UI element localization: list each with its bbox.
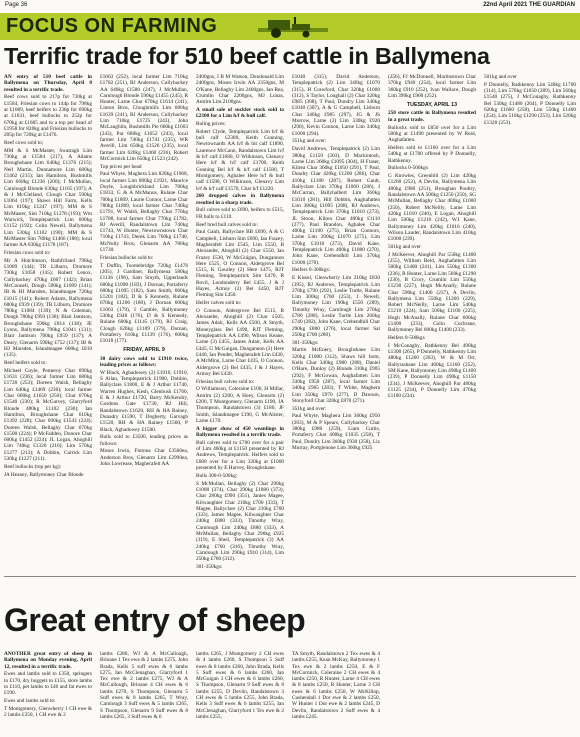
- article1-column-1: [4, 74, 92, 572]
- paragraph: Friesian bullocks sold to:: [100, 254, 154, 261]
- paragraph: Paul Whyte, Maghera Lim 360kg £950 (263), M & P Spears, Cullybackey Char 380kg £980 (259), Liam Curtis, Portaferry Char 400kg £1035 (258), T Paul, Dundry Lim 360kg £930 (258), Liz Murray, Portglenone Lim 360kg £925: [292, 413, 380, 451]
- article1-column-4: [292, 74, 380, 572]
- paragraph: MM & S McMaster, Swatragh Lim 730kg at £1584 (217), A Adams Broughshane Lim 640kg £1376 (215); Neil Martin, Dunnamore Lim 680kg £1462 (215); Ian Hamilton, Bushmills Lim 660kg £1236 (200); I McMullan, Carnlough Blonde 630kg £1165 (197); A & J McClelland, Clough Char 590kg £1064 (197); Shaws Hill Farm, Kells Lim 610kg £1247 (197); MM & S McMaster, Sim 710kg £1278 (193); Wm Warwick, Templepatrick Lim 600kg £1152 (192); Colin Newell, Ballymena Lim 530kg £1102 (190); MM & S McMaster Sim 780kg £1466 (188); local farmer AA 630kg £1178 (187).: [4, 147, 92, 249]
- paragraph: (256), FJ McDonnell, Martinstown Char 370kg £940 (254), local farmer Lim 360kg £910 (252), Ivan Wallace, Dough Lim 390kg £960 (252).: [388, 74, 476, 99]
- paragraph: Michael Coyle, Pomeroy Char 690kg £1631 (236); local farmer Lim 680kg £1720 (253); Doreen Walsh, Bellaghy Lim 640kg £1469 (230); local farmer Char 660kg £1650 (250); Char 670kg £1540 (230); R McGarvey, Glarryford Blonde 480kg £1102 (230); Ian Hamilton, Broughshane Char 610kg £1392 (228); Char 690kg £1543 (224); Doreen Walsh, Bellaghy Char 670kg £1500 (224); P McFadden, Donore Char 600kg £1452 (224); JL Logan, Ahoghill Lim 740kg £1320 (216); Lim 570kg £1277 (213); A Dobbin, Carrick Lim 530kg £1227 (211).: [4, 367, 92, 463]
- article2-headline: Great entry of sheep: [4, 602, 306, 638]
- article2-column-1: [4, 651, 92, 735]
- paragraph: 501kg and over: [484, 74, 517, 80]
- paragraph: Bull calves sold to £690, heifers to £515, FR bulls to £110.: [196, 207, 284, 220]
- paragraph: Beef cows sold to;: [4, 139, 44, 146]
- article1-headline: Terrific trade for 510 beef cattle in Ballymena: [4, 43, 490, 69]
- paragraph: 301-350kgs:: [196, 563, 223, 570]
- paragraph: S McMullan, Bellaghy (2) Char 290kg £1080 (374), Char 290kg £1080 (373), Char 280kg £990 (351), James Magee, Kilwaughter Char 210kg £700 (333), T Magee, Ballyclare (2) Char 210kg £700 (333), James Magee, Kilwaughter Char 240kg £800 (333), Timothy Wray, Carnlough Lim 240kg £880 (333), A McMullan, Bellaghy Char 290kg £925 (319), E Sheil, Templepatrick (3) AA 240kg £760 (316), Timothy Wray, Carnlough Lim 290kg £910 (314), Lim 250kg £780 (312).: [196, 480, 284, 563]
- paragraph: 250 store cattle in Ballymena resulted in a great trade.: [388, 110, 476, 123]
- article1-column-6: [484, 74, 576, 572]
- paragraph: £1040 (315), David Anderson, Templepatrick (2) Lim 340kg £1070 (315), H Crawford, Char 320kg £1000 (312), S Taylor, Loughall (2) Char 320kg £985 (308), T Paul, Dundry Lim 340kg £1040 (307), A & G Campbell, Lisburn Char 340kg £985 (297), JG & JS Morrow, Larne (2) Lim 330kg £920 (290), Kevin Connon, Larne Lim 340kg £1000 (294).: [292, 74, 380, 137]
- paragraph: Beef bred bull calves sold to:: [196, 221, 258, 228]
- article1-column-5: [388, 74, 476, 572]
- paragraph: Friesian bull calves sold to:: [196, 378, 255, 385]
- article1-column-2: [100, 74, 188, 572]
- paragraph: Top prices per head: [100, 163, 142, 170]
- paragraph: O Williamson, Coleraine £100, H Millar, Antrim (2) £200, A Hoey, Glenarm (2) £200, T Montgomery, Glenarm £190, JA Thompson, Randalstown (3) £180, JF Smith, Islandmagee £190, G McAlister, Larne £170.: [196, 386, 284, 424]
- paragraph: 501kg and over: [388, 243, 421, 250]
- article2-column-4: [292, 651, 380, 735]
- paragraph: Ewes and lambs sold to £350, springers to £170, dry hoggets to £155, store lambs to £110, pet lambs to £46 and fat ewes to £190.: [4, 671, 92, 697]
- subhead: FRIDAY, APRIL 9: [123, 347, 165, 354]
- paragraph: 351kg and over:: [292, 405, 327, 412]
- paragraph: Heifers sold to £1160 over for a Lim 540kg at £1700 offered by P Donnelly, Rathkenny.: [388, 144, 476, 164]
- paragraph: 2400gns, J B M Watson, Dundonald Lim 2400gns, Moses Irwin AA 2350gns, M O'Kane, Bellaghy Lim 2400gns, Ian Rea, Crumlin Char 2200gns, MJ Lunas, Antrim Lim 2100gns.: [196, 74, 284, 106]
- paragraph: Martin McEnery, Broughshane Lim 320kg £1000 (312), Shaws hill farm, Kells Char 340kg £980 (288), Daniel O'Hare, Dunloy (2) Blonde 310kg £905 (292), F McGowan, Aughafatten Lim 330kg £950 (287), local farmer Lim 340kg £905 (283), T White, Maghera Lim 350kg £970 (277), D Dawson, Stonyford Char 320kg £870 (271).: [292, 347, 380, 404]
- paragraph: TA Smyth, Randalstown 2 Tex ewes & 4 lambs £255, Kean McKay, Ballymoney 1 Tex ewe & 2 lambs £250, E & F McCormick, Coleraine 2 CH ewes & 4 lambs £250, R Hunter, Larne 4 CH ewes & 8 lambs £250, R Hunter, Larne 3 CH ewes & 6 lambs £250, W McKillop, Cushendall 1 Dor ewe & 2 lambs £250, W Hunter 1 Dor ewe & 2 lambs £245, D Devlin, Randalstown 2 Suff ewes & 4 lambs £245.: [292, 651, 380, 720]
- paragraph: ANOTHER great entry of sheep in Ballymena on Monday evening, April 12, resulted in a terrific trade.: [4, 651, 92, 670]
- issue-date: 22nd April 2021 THE GUARDIAN: [483, 2, 575, 8]
- paragraph: 260 dropped calves in Ballymena resulted in a sharp trade.: [196, 193, 284, 206]
- paragraph: Bull calves sold to £700 over for a pair of Lim 460kg at £1150 presented by RJ Andrews, Templepatrick. Heifers sold to £680 over for a Lim 320kg at £1000 presented by E Harvey, Broughshane.: [196, 439, 284, 472]
- paragraph: AN entry of 510 beef cattle in Ballymena on Thursday, April 8 resulted in a terrific trade.: [4, 74, 92, 93]
- paragraph: Moses Irwin, Fintona Char £3500ea, Anderson Bros, Glenarm Lim £2990ea, John Lowrease, Magherafelt AA: [100, 448, 188, 468]
- paragraph: 301-350kgs:: [292, 339, 319, 346]
- article2-body: [4, 651, 576, 735]
- section-title: FOCUS ON FARMING: [6, 15, 218, 37]
- paragraph: Mr A Hutchinson, Rathfriland 798kg £1089 (144); TR Lilburn, Dromore 730kg £1058 (145); Robert Lenox, Cullybackey 470kg £667 (142); Brian McConnell, Dough 590kg £1099 (141); IB & HJ Marsden, Islandmagee 720kg £1015 (141); Robert Adams, Ballymena 600kg £939 (139); TR Lilburn, Dromore 780kg £1084 (139); N & Coleman, Dough 780kg £993 (138); Blair Jamison, Broughshane 590kg £814 (138); JE Lyons, Ballymena 790kg £1041 (131); Blair Jamison 700kg £959 (137); A Deary, Glenarm 590kg £752 (137); IB & HJ Marsden, Islandmagee 600kg £810 (135).: [4, 257, 92, 359]
- paragraph: lambs £280, WJ & A McCullough, Brloane 1 Tex ewe & 2 lambs £275, John Brada, Kells 5 suff ewes & 6 lambs £275, Ian McClenaghan, Glarryford 1 Tex ewe & 2 lambs £275, WJ & A McCullough, Brloane 4 CH ewes & 6 lambs £270, S Thompson, Glenarm 5 Suff ewes & 8 lambs £265, T Wray, Carnlough 3 Suff ewes & 5 lambs £265, S Thompson, Glenarm 9 Suff ewes & 8 lambs £265, 3 Suff ewes & 6: [100, 651, 188, 720]
- paragraph: Heifers 0-300kgs:: [292, 267, 331, 274]
- paragraph: Bulls 300-0-500kg:: [196, 472, 238, 479]
- section-banner: [0, 13, 580, 40]
- paragraph: Bulls sold to £3500, leading prices as follows:: [100, 434, 188, 447]
- paragraph: G Knowles, Greenhill (2) Lim 420kg £1260 (252), A Devlin, Ballymena Lim 400kg £980 (251), Broughan Poultry, Randalstown AA 500kg £1250 (250), SG McMullan, Bellaghy Char 400kg £1000 (250), Robert McNeilly, Larne Lim 420kg £1010 (240), E Logan, Ahoghill Lim 500kg £1210 (242), W.I Kane, Ballymoney Lim 420kg £1010 (240), Wilson Lauder, Randalstown Lim 410kg £1000 (239).: [388, 173, 476, 243]
- divider: [4, 576, 576, 577]
- paragraph: Ewes and lambs sold to:: [4, 698, 56, 705]
- paragraph: 351kg and over:: [292, 138, 327, 145]
- paragraph: Paul Gault, Ballyclare BB £690, A & G Campbell, Lisburn Sim £690, Ian Frazey, Magherafelt Lim £545, Lim £550, B Alexander, Ahoghill (2) Char £550, Ian Frazey £530, W McGuigan, Dungannon Here £525, O Connon, Aldergrove Bel £515, K Gourley (2) Here £475, RJT Fleming, Templepatrick Sim £470, R Bovil, Londonderry Bel £455, J & J Hayes, Armoy (2) Bel £450, RJT Fleming Sim £450.: [196, 229, 284, 299]
- paragraph: I McConaghy, Rathkenny Bel 490kg £1300 (265), P Donnelly, Rathkenny Lim 480kg £1260 (263), W & M Orr, Ballyrashane Lim 460kg £1160 (252), SM Kane, Ballymoney Lim 490kg £1400 (239), P Donnelly Lim 490kg £1150 (234), J McKeever, Ahoghill Par 480kg £1125 (234), P Donnelly Lim 470kg £1100 (234).: [388, 342, 476, 400]
- paragraph: O Connon, Aldergrove Bel £515, R Alexander, Ahoghill (2) Char £505, James Adair, Kells AA £500, A Smyth, Moneyglass Bel £490, RJT Fleming, Templepatrick AA £490, Wilson Keane, Larne (3) £455, James Adair, Kells AA £445, G McGuigan, Dungannon (2) Here £440, Ian Pender, Magherafelt Lim £430, A McMinn, Larne Char £435, O Connon, Aldergrove (2) Bel £435, J & J Hayes, Armoy Bel £430.: [196, 307, 284, 377]
- paragraph: J McKeever, Ahoghill Par 550kg £1400 (255), William Reid, Aughafatten Lim 500kg £1400 (241), Lim 550kg £1300 (236), R Hunter, Larne Lim 560kg £1290 (230), B Crory, Crumlin Lim 550kg £1230 (227), Hugh McAnally, Rulane Char 590kg £1400 (237), A Devlin, Ballymena Lim 550kg £1260 (229), Robert McNeilly, Larne Lim 540kg £1210 (224), Sam 500kg £1100 (225), Hugh McAnally, Rulane Char 600kg £1400 (233), Colin Cochrane, Ballymoney Bel 600kg £1400 (233).: [388, 251, 476, 334]
- paragraph: Beef heifers sold to:: [4, 360, 47, 367]
- paragraph: Heifer calves sold to:: [196, 300, 242, 307]
- subhead: TUESDAY, APRIL 13: [406, 102, 458, 109]
- paragraph: T Montgomery, Glenwherry 1 CH ewe & 2 lambs £350, 1 CH ewe & 2: [4, 705, 92, 719]
- article1-column-3: [196, 74, 284, 572]
- paragraph: Ruling prices:: [196, 121, 226, 128]
- paragraph: lambs £265, J Montgomery 2 CH ewes & 4 lambs £260, S Thompson 5 Suff ewes & 8 lambs £260, John Brada, Kells 5 Suff ewes & 6 lambs £260, Ian McGuigan 3 CH ewes & 6 lambs £260, S Thompson, Glenarm 9 Suff ewes & 8 lambs £255, D Devlin, Randalstown 3 CH ewes & 5 lambs £255, John Brada, Kells 3 Suff ewes & 6 lambs £255, Ian McClenaghan, Glarryford 1 Tex ewe & 2 lambs £255,: [196, 651, 284, 720]
- paragraph: £1663 (252), local farmer Lim 710kg £1782 (251), RJ Anderson, Cullybackey AA 640kg £1580 (247), J McMullan, Carnlough Blonde 590kg £1455 (245), R Hunter, Larne Char 670kg £1614 (241), Linton Bros, Cloughmills Lim 680kg £1639 (241), RJ Anderson, Cullybackey Lim 710kg £1725 (243), John McLaughlin, Bushmills Pie 660kg £1603 (243), Par 680kg £1652 (243), local farmer Lim 740kg £1741 (235), WR Averill, Lim 650kg £1526 (235), local farmer Lim 620kg £1460 (236), Robert McCormick Lim 650kg £1523 (242).: [100, 74, 188, 162]
- paragraph: David Andrews, Templepatrick (2) Lim 380kg £1150 (303), D Mackintosh, Larne Lim 360kg £1095 (304), H Fraser, Kilrea Char 360kg £1050 (291), T Paul, Dundry Char 420kg £1200 (286), Char 410kg £1180 (287), Robert Gault, Ballyclare Lim 370kg £1060 (286), J McCurran, Ballyhalbert Lim 360kg £1010 (281), Hill Dobbin, Aughafatten Lim 380kg £1095 (288), RJ Andrews, Templepatrick Lim 370kg £1010 (273), JL Stoon, Kilrea Char 400kg £1110 (277), Paul Brandon, Aghalee Char 400kg £1100 (275), Brian Connors, Larne Lim 390kg £1070 (275), Lim 370kg £1010 (273), David Kane, Templepatrick Lim 400kg £1080 (270), John Kane, Crebendhill Lim 370kg £1000 (270).: [292, 146, 380, 266]
- article1-body: [4, 74, 576, 574]
- page-header: [0, 2, 580, 11]
- paragraph: Heifers 0-500kgs: [388, 335, 425, 342]
- tractor-icon: [228, 14, 348, 39]
- paragraph: Beef bullocks (top per kg):: [4, 463, 62, 470]
- paragraph: Bullocks sold to £850 over for a Lim 500kg at £1490 presented by W Reid, Aughafatten.: [388, 124, 476, 144]
- paragraph: Robert Clyde, Templepatrick Lim h/f & bull calf £2300, Keith Gunning, Newtownards AA h/f & hit calf £1890, Laurence McCann, Randalstown Lim h/f & h/f calf £1680, O Wilkinson, Glenavy Here h/f & h/f calf £1700, Keith Gunning Bel h/f & h/f calf £1580, T Montgomery, Aghalee Here h/f & bull calf £1590, O Wilkinson, Glenavy Lim h/f & h/f calf £1570, Char h/f £1220.: [196, 128, 284, 192]
- article2-column-3: [196, 651, 284, 735]
- paragraph: Bullocks 0-500kgs: [388, 165, 428, 172]
- article2-column-2: [100, 651, 188, 735]
- paragraph: A bigger show of 450 weanlings in Ballymena resulted in a terrific trade.: [196, 425, 284, 439]
- paragraph: 30 dairy cows sold to £1910 twice, leading prices as follows:: [100, 355, 188, 369]
- paragraph: Paul Whyte, Maghera Lim 820kg £1968, local farmer Lim 800kg £1921, Maurice Doyle, Loughbrickland Lim 780kg £1833, G & A McManus, Rulane Char 700kg £1809, Laurie Connor, Larne Char 780kg £1809, local farmer Char 740kg £1791, W Walsh, Bellaghy Char 770kg £1788, local farmer Char 770kg £1782, RJ Averill, Randalstown Lim 740kg £1743, W Hunter, Newtownstown Char 710kg £1743, Derek Lim 760kg £1740, McNulty Bros, Glenarm AA 780kg £1730.: [100, 171, 188, 254]
- paragraph: T Duffin, Toomebridge 720kg £1476 (205), J Gardiner, Ballymena 580kg £1136 (196), Sam Smyth, Upperlands 600kg £1098 (183), J Dornan, Portaferry 600kg £1095 (182), Sam Smith, 660kg £1201 (182), D & S Kennedy, Rulane 670kg £1206 (180), J Dornan 600kg £1063 (179), I Gamble, Ballymoney 530kg £948 (176), D & S Kennedy, Rulane 600kg £1145 (179), RJ Craig, Clough 620kg £1109 (179), Dornan, Portaferry 610kg £1139 (176), 600kg £1018 (177).: [100, 262, 188, 345]
- paragraph: W Black, Aghadowey (2) £1910, £1910, S Allan, Templepatrick £1900, Dobbin, Ballyclare £1800, E & J Arthur £1740, Warren Hughes, Kesh, Glenbush £1760, E & J Arthur £1720, Barry McKendry, Gordons Gate £1730, RJ Hill, Randalstown £1620, RH & HA Rainey, Dunadry £1590, T Dogherty, Garvagh £1520, RH & HA Rainey £1560, P Black, Aghadowey £1500.: [100, 369, 188, 433]
- page-number: Page 36: [5, 2, 28, 8]
- paragraph: JA Heaney, Ballymoney Char Blonde: [4, 471, 84, 478]
- paragraph: Beef cows sold to 217p for 730kg at £1584, Friesian cows to 144p for 798kg at £1089, beef heifers to 236p for 690kg at £1631, beef bullocks to 252p for 670kg at £1685 and to a top per head of £1958 for 820kg and Friesian bullocks to 205p for 720kg at £1476.: [4, 94, 92, 139]
- paragraph: A small sale of suckler stock sold to £2300 for a Lim h/f & bull calf.: [196, 106, 284, 120]
- paragraph: P Donnelly, Rathkenny Lim 540kg £1700 (314), Lim 570kg £1650 (289), Lim 560kg £1540 (275), J McConaghy, Rathkenny Bel 530kg £1480 (264), P Donnelly Lim 620kg £1600 (258), Lim 550kg £1400 (254), Lim 510kg £1290 (253), Lim 520kg £1320 (253).: [484, 81, 576, 126]
- paragraph: E Kissel, Glenwherry Lim 210kg £830 (395), RJ Andrews, Templepatrick Lim 270kg £790 (292), Leslie Turtle, Rulane Lim 300kg £760 (253), J Newell, Ballymoney Lim 190kg £550 (289), Timothy Wray, Carnlough Lim 270kg £780 (288), Leslie Turtle Lim 260kg £740 (282), John Kane, Crebendhill Char 290kg £800 (276), local farmer Sal 250kg £700 (280).: [292, 275, 380, 338]
- paragraph: Friesian cows sold to:: [4, 250, 51, 257]
